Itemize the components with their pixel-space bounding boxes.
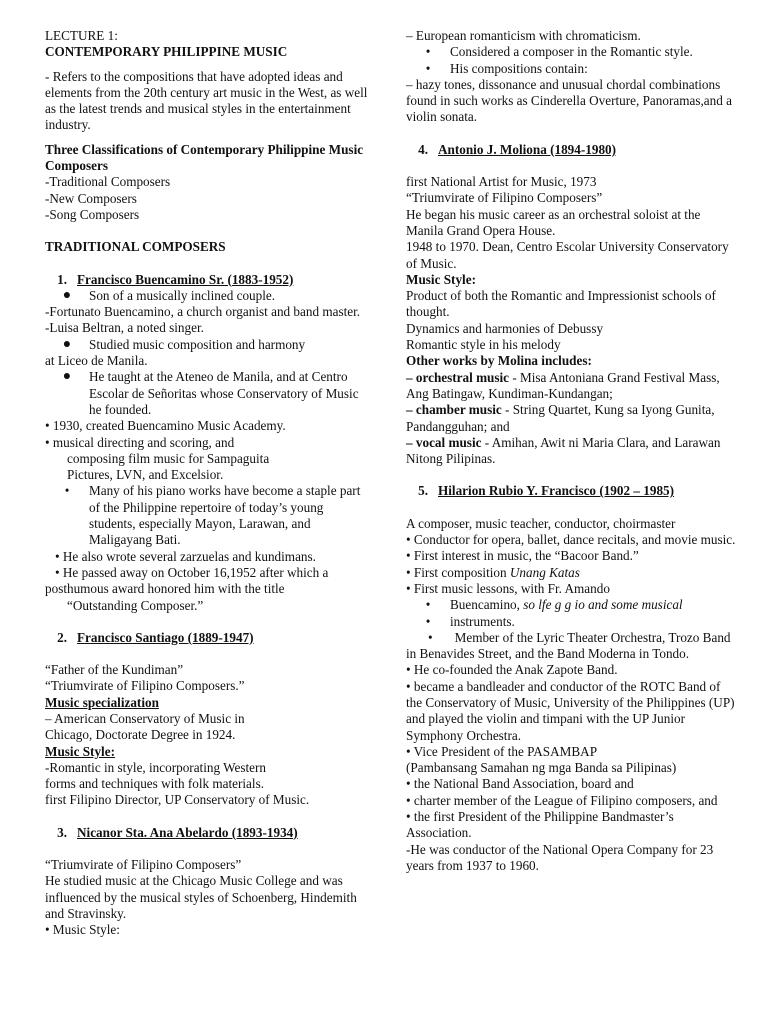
classification-item: -Traditional Composers: [45, 174, 171, 190]
text-line: “Father of the Kundiman”: [45, 662, 184, 678]
text-line: • 1930, created Buencamino Music Academy.: [45, 418, 286, 434]
text-line: • He also wrote several zarzuelas and kundimans.: [55, 548, 316, 564]
text-line: • Vice President of the PASAMBAP: [406, 743, 598, 759]
text-line: • became a bandleader and conductor of the ROTC Band of the Conservatory of Music, University of the Philippines (UP) and played the violin and timpani with the UP Junior Symphony Orchestra.: [406, 678, 735, 743]
bullet-item: • Considered a composer in the Romantic style.: [406, 44, 736, 60]
text-line: Pictures, LVN, and Excelsior.: [67, 467, 224, 483]
text-line: “Triumvirate of Filipino Composers”: [45, 857, 242, 873]
bullet-item: • His compositions contain:: [406, 61, 736, 77]
text-line: • First composition Unang Katas: [406, 564, 580, 580]
section-heading-4: 4. Antonio J. Moliona (1894-1980): [418, 141, 617, 157]
bullet-dot-icon: •: [425, 60, 431, 76]
text-line: – European romanticism with chromaticism.: [406, 28, 641, 43]
text-line: Chicago, Doctorate Degree in 1924.: [45, 727, 236, 743]
text-line: He studied music at the Chicago Music College and was influenced by the musical styles of Schoenberg, Hindemith and Stravinsky.: [45, 873, 357, 921]
music-style-label: Music Style:: [45, 743, 115, 759]
text-line: A composer, music teacher, conductor, choirmaster: [406, 515, 676, 531]
bullet-item: • instruments.: [406, 614, 736, 630]
text-line: • He passed away on October 16,1952 after which a posthumous award honored him with the title: [45, 564, 329, 597]
bullet-item: ● Son of a musically inclined couple.: [45, 288, 373, 304]
text-line: • the first President of the Philippine Bandmaster’s Association.: [406, 809, 674, 841]
section-heading-5: 5. Hilarion Rubio Y. Francisco (1902 – 1985): [418, 483, 675, 499]
classification-item: -New Composers: [45, 190, 137, 206]
text-line: Product of both the Romantic and Impressionist schools of thought.: [406, 288, 716, 320]
text-line: • Music Style:: [45, 922, 120, 938]
music-style-label: Music Style:: [406, 271, 476, 287]
text-line: -Fortunato Buencamino, a church organist and band master.: [45, 304, 361, 320]
intro-paragraph: - Refers to the compositions that have adopted ideas and elements from the 20th century art music in the West, as well as the latest trends and musical styles in the entertainment industry.: [45, 68, 368, 133]
text-line: “Triumvirate of Filipino Composers”: [406, 190, 603, 206]
bullet-dot-icon: ●: [62, 287, 72, 303]
page-title: CONTEMPORARY PHILIPPINE MUSIC: [45, 44, 288, 60]
text-line: • First music lessons, with Fr. Amando: [406, 580, 610, 596]
bullet-dot-icon: •: [425, 613, 431, 629]
text-line: -Romantic in style, incorporating Western: [45, 759, 266, 775]
text-line: at Liceo de Manila.: [45, 353, 148, 369]
text-line: • First interest in music, the “Bacoor Band.”: [406, 548, 639, 564]
text-line: (Pambansang Samahan ng mga Banda sa Pilipinas): [406, 760, 677, 776]
left-column: [45, 28, 373, 939]
text-line: Dynamics and harmonies of Debussy: [406, 320, 604, 336]
text-line: • He co-founded the Anak Zapote Band.: [406, 662, 618, 678]
text-line: • the National Band Association, board and: [406, 776, 634, 792]
text-line: “Triumvirate of Filipino Composers.”: [45, 678, 245, 694]
text-line: • Conductor for opera, ballet, dance recitals, and movie music.: [406, 532, 736, 548]
text-line: composing film music for Sampaguita: [67, 450, 270, 466]
bullet-dot-icon: ●: [62, 336, 72, 352]
section-heading-3: 3. Nicanor Sta. Ana Abelardo (1893-1934): [57, 824, 298, 840]
bullet-dot-icon: •: [425, 44, 431, 60]
section-heading-2: 2. Francisco Santiago (1889-1947): [57, 629, 254, 645]
text-line: first Filipino Director, UP Conservatory of Music.: [45, 792, 310, 808]
text-line: • musical directing and scoring, and: [45, 434, 235, 450]
bullet-item: • Member of the Lyric Theater Orchestra, Trozo Band in Benavides Street, and the Band Moderna in Tondo.: [406, 629, 731, 662]
bullet-dot-icon: ●: [62, 369, 72, 385]
text-line: He began his music career as an orchestral soloist at the Manila Grand Opera House.: [406, 206, 701, 238]
bullet-item: • Many of his piano works have become a staple part of the Philippine repertoire of today’s young students, especially Mayon, Larawan, and Maligayang Bati.: [45, 483, 373, 548]
right-column: [406, 28, 736, 874]
bullet-item: ● He taught at the Ateneo de Manila, and at Centro Escolar de Señoritas whose Conservatory of Music he founded.: [45, 369, 373, 418]
text-line: -Luisa Beltran, a noted singer.: [45, 320, 204, 336]
classifications-title: Three Classifications of Contemporary Philippine Music Composers: [45, 141, 364, 174]
text-line: • charter member of the League of Filipino composers, and: [406, 792, 718, 808]
other-works-label: Other works by Molina includes:: [406, 353, 592, 369]
bullet-item: ● Studied music composition and harmony: [45, 337, 373, 353]
lecture-label: LECTURE 1:: [45, 28, 118, 43]
chamber-music-entry: – chamber music - String Quartet, Kung sa Iyong Gunita, Pandangguhan; and: [406, 402, 715, 434]
text-line: 1948 to 1970. Dean, Centro Escolar University Conservatory of Music.: [406, 239, 729, 271]
vocal-music-entry: – vocal music - Amihan, Awit ni Maria Clara, and Larawan Nitong Pilipinas.: [406, 434, 721, 467]
text-line: first National Artist for Music, 1973: [406, 174, 597, 190]
bullet-dot-icon: •: [428, 629, 433, 645]
bullet-item: • Buencamino, so lfe g g io and some musical: [406, 597, 736, 613]
bullet-dot-icon: •: [425, 597, 431, 613]
orchestral-music-entry: – orchestral music - Misa Antoniana Grand Festival Mass, Ang Batingaw, Kundiman-Kundangan;: [406, 369, 720, 401]
classification-item: -Song Composers: [45, 206, 140, 222]
text-line: forms and techniques with folk materials.: [45, 776, 265, 792]
text-line: – hazy tones, dissonance and unusual chordal combinations found in such works as Cinderella Overture, Panoramas,and a violin sonata.: [406, 76, 732, 125]
text-line: Romantic style in his melody: [406, 337, 561, 353]
text-line: “Outstanding Composer.”: [67, 597, 204, 613]
text-line: – American Conservatory of Music in: [45, 710, 245, 726]
section-heading-1: 1. Francisco Buencamino Sr. (1883-1952): [57, 271, 294, 287]
traditional-composers-header: TRADITIONAL COMPOSERS: [45, 239, 226, 255]
text-line: -He was conductor of the National Opera Company for 23 years from 1937 to 1960.: [406, 841, 714, 873]
music-specialization-label: Music specialization: [45, 694, 159, 710]
bullet-dot-icon: •: [64, 483, 70, 499]
